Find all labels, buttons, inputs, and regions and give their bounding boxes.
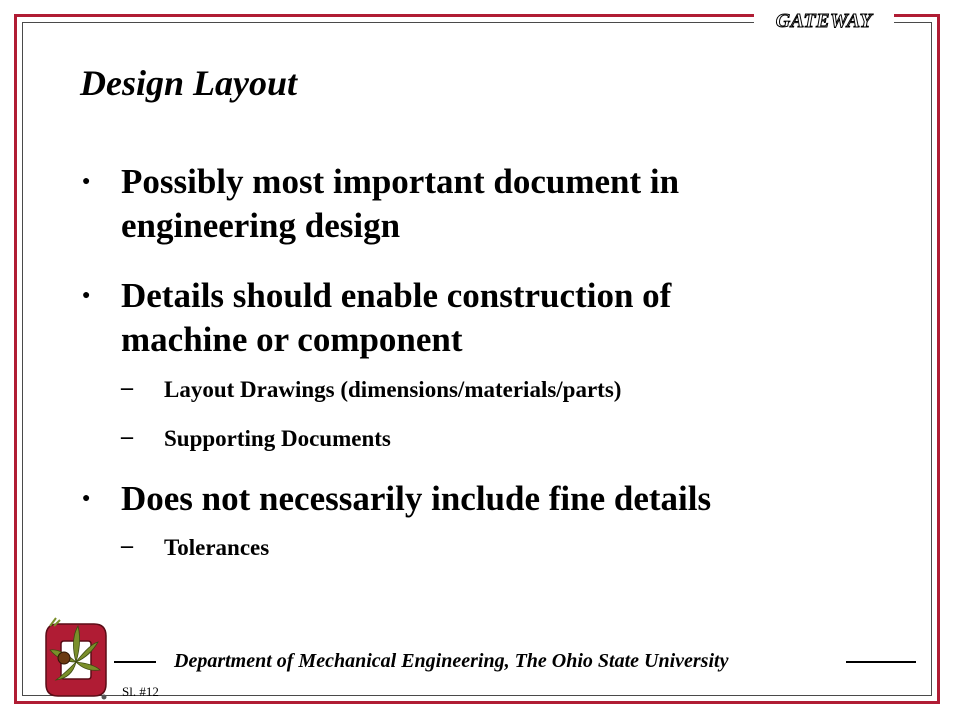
bullet-line: machine or component [121, 320, 463, 359]
bullet-dot-icon: ● [82, 288, 91, 303]
bullet-item-3 [121, 477, 881, 521]
slide-title: Design Layout [80, 63, 298, 103]
bullet-item-2 [121, 274, 881, 362]
bullet-line: Details should enable construction of [121, 276, 672, 315]
bullet-item-1 [121, 160, 881, 248]
ohio-state-logo-icon [40, 614, 112, 704]
bullet-line: Does not necessarily include fine details [121, 479, 712, 518]
dash-icon: – [121, 424, 133, 450]
bullet-dot-icon: ● [82, 491, 91, 506]
dash-icon: – [121, 533, 133, 559]
sub-bullet: Layout Drawings (dimensions/materials/parts) [164, 377, 622, 402]
footer-rule-right [846, 661, 916, 663]
sub-bullet: Supporting Documents [164, 426, 391, 451]
footer-department: Department of Mechanical Engineering, The Ohio State University [174, 650, 729, 672]
footer-rule-left [114, 661, 156, 663]
bullet-line: engineering design [121, 206, 401, 245]
slide-number: Sl. #12 [122, 684, 159, 699]
gateway-brand: GATEWAY [754, 8, 894, 34]
bullet-line: Possibly most important document in [121, 162, 680, 201]
bullet-dot-icon: ● [82, 174, 91, 189]
sub-bullet: Tolerances [164, 535, 270, 560]
dash-icon: – [121, 375, 133, 401]
